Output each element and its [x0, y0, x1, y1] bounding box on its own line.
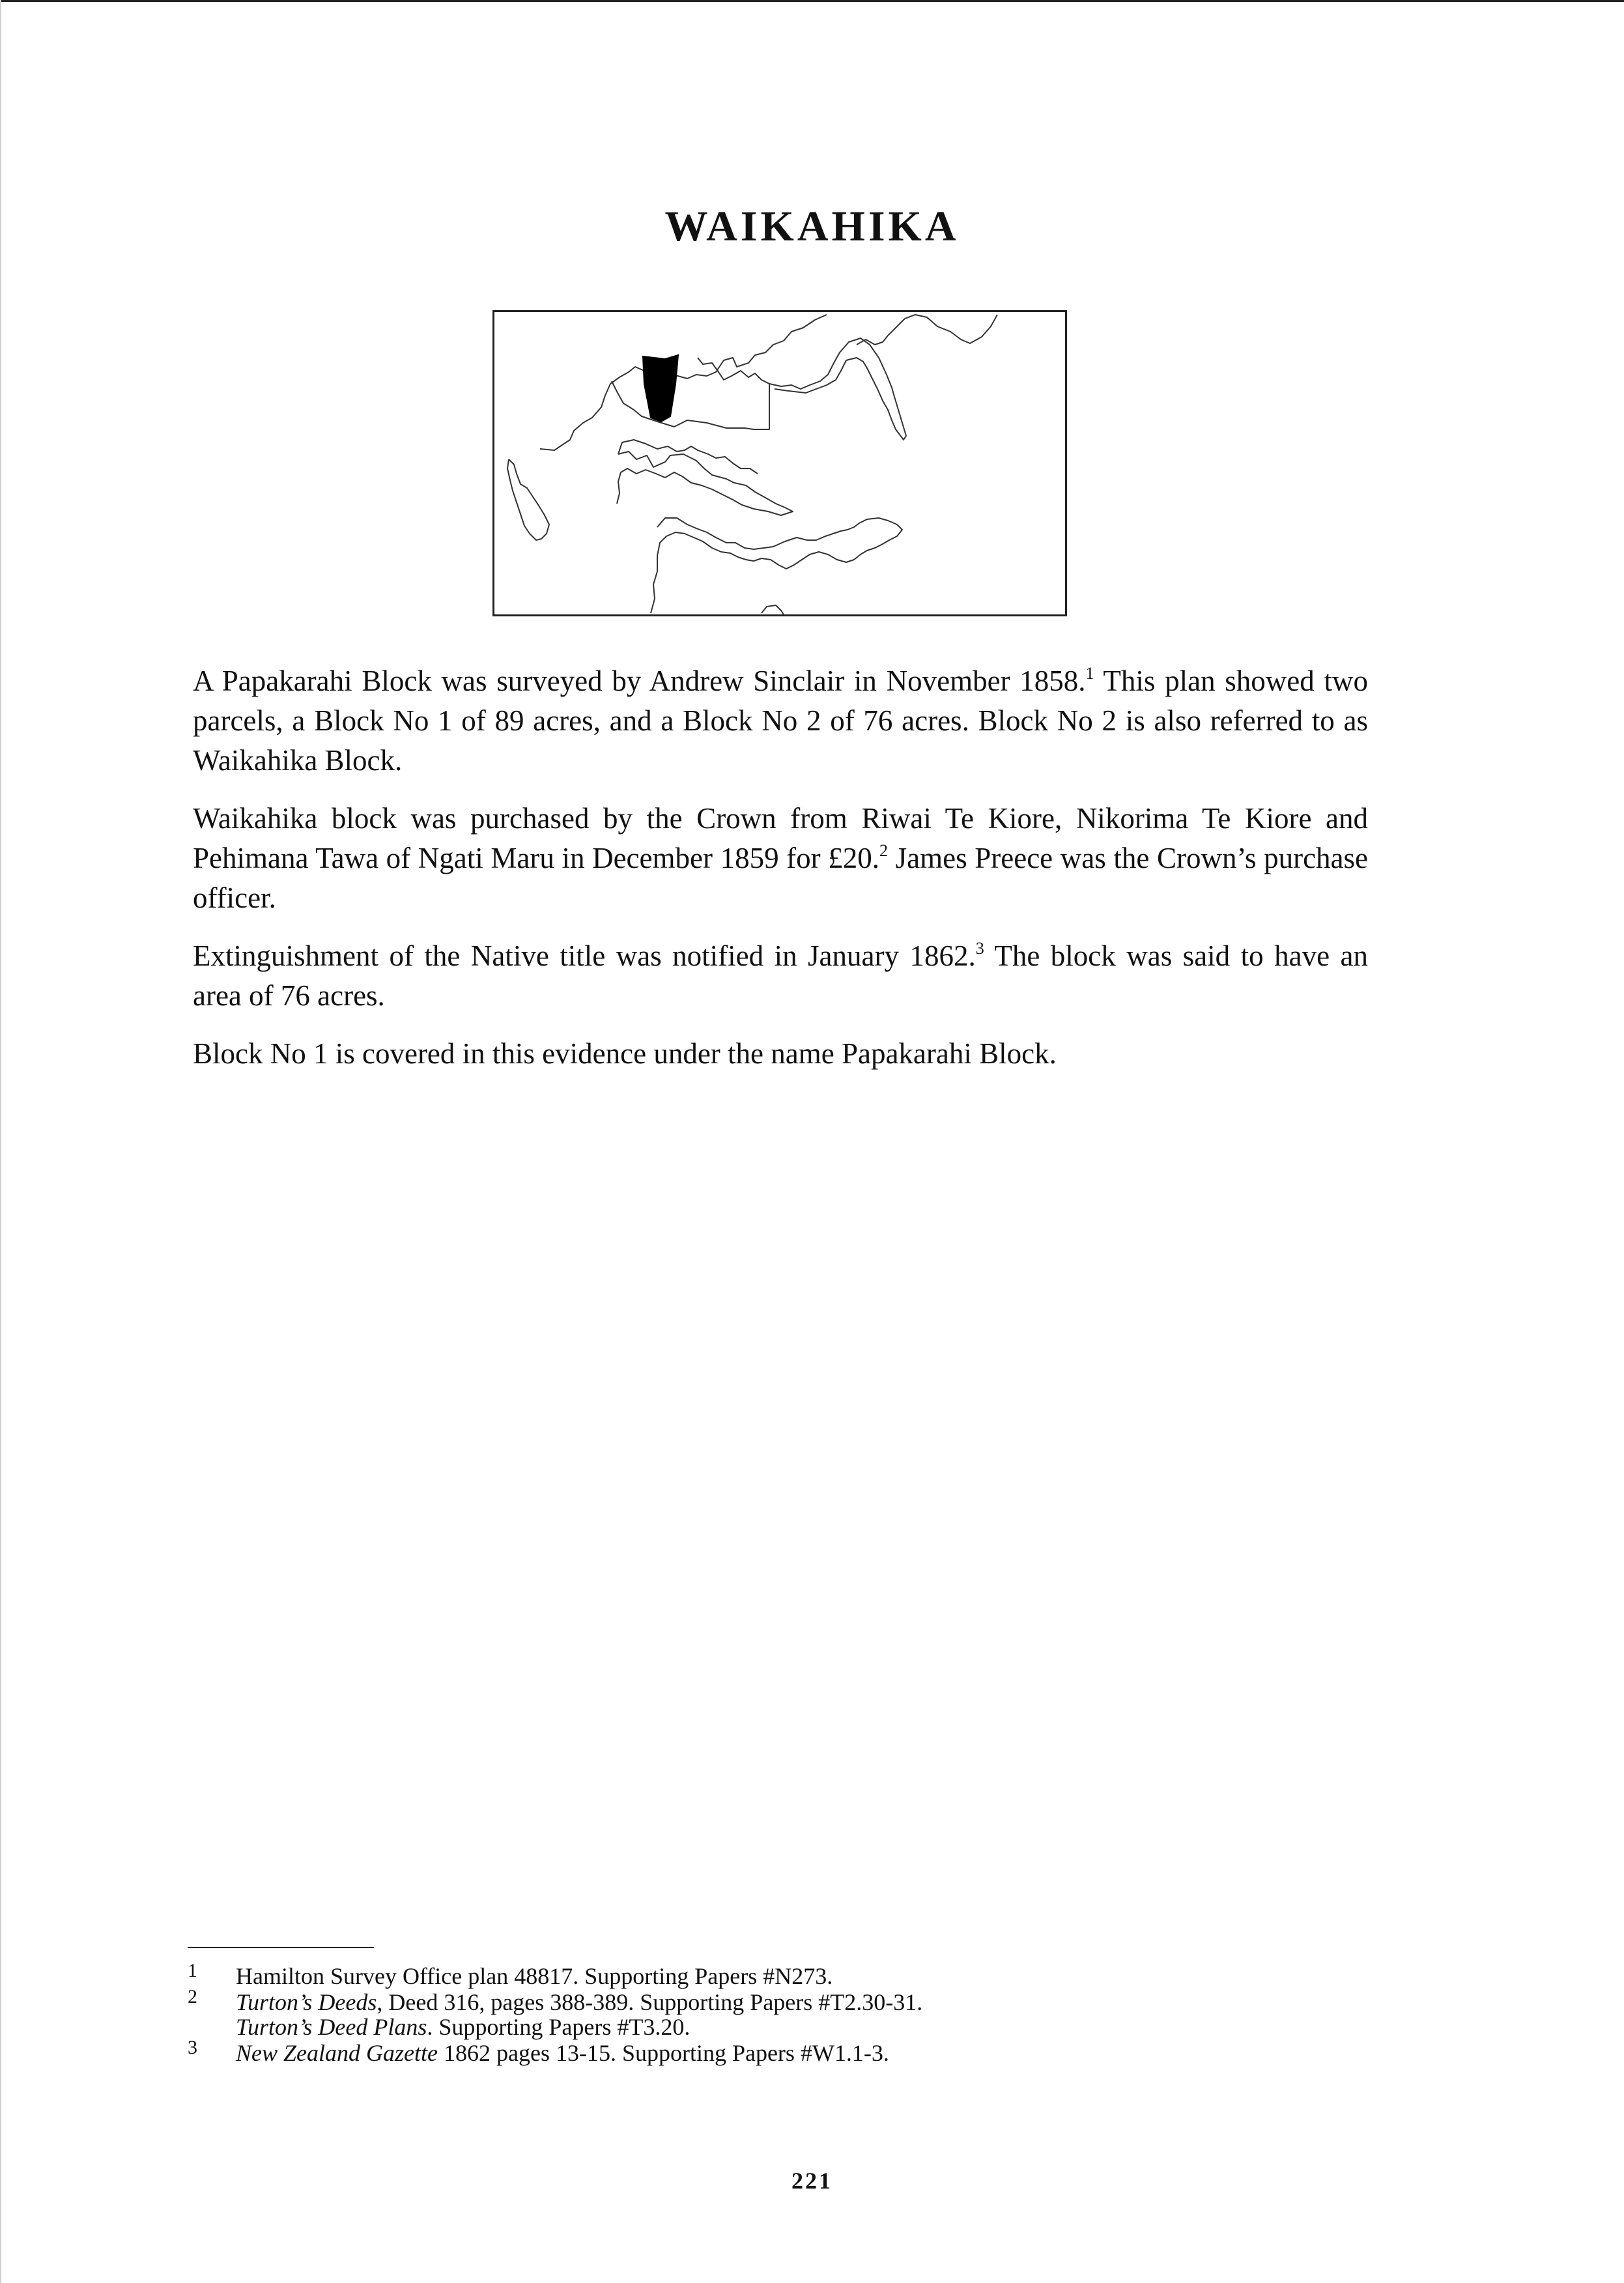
- footnote-source-title: New Zealand Gazette: [236, 2040, 438, 2066]
- footnote-line: [236, 1990, 1367, 2015]
- paragraph: [193, 799, 1368, 918]
- map-coast-south-fragment: [762, 605, 784, 614]
- location-map: [492, 310, 1067, 616]
- map-coastline-north: [540, 315, 827, 450]
- paragraph-text: A Papakarahi Block was surveyed by Andrew Sinclair in November 1858.: [193, 665, 1086, 697]
- map-waikahika-block: [643, 355, 678, 422]
- footnote: [188, 2037, 1367, 2066]
- paragraph-text: Extinguishment of the Native title was notified in January 1862.: [193, 940, 976, 972]
- footnote-number: 3: [188, 2037, 197, 2058]
- body-text: [193, 661, 1368, 1092]
- map-block-boundary: [612, 358, 769, 429]
- paragraph-text: Waikahika block was purchased by the Crown from Riwai Te Kiore, Nikorima Te Kiore and Pehimana Tawa of Ngati Maru in December 1859 for £20.: [193, 802, 1368, 874]
- map-coast-south: [651, 518, 902, 613]
- footnote-number: 2: [188, 1986, 197, 2007]
- footnote-reference: 1: [1085, 664, 1094, 683]
- paragraph: [193, 1034, 1368, 1074]
- footnote-text: , Deed 316, pages 388-389. Supporting Papers #T2.30-31.: [377, 1989, 923, 2015]
- page-title: WAIKAHIKA: [664, 203, 960, 250]
- location-map-drawing: [494, 312, 1065, 614]
- footnotes: [188, 1960, 1367, 2067]
- footnote-text: . Supporting Papers #T3.20.: [427, 2014, 691, 2040]
- paragraph: [193, 661, 1368, 781]
- footnote-line: [236, 2041, 1367, 2065]
- page-left-edge: [0, 0, 1, 2283]
- footnote: [188, 1960, 1367, 1989]
- footnote-reference: 2: [879, 841, 889, 860]
- paragraph-text: The block was said to have an area of 76 acres.: [193, 940, 1368, 1012]
- footnote-source-title: Turton’s Deed Plans: [236, 2014, 427, 2040]
- map-peninsula-east: [769, 338, 906, 440]
- footnote-line: [236, 2015, 1367, 2039]
- footnote-number: 1: [188, 1960, 197, 1981]
- footnote-separator: [188, 1947, 374, 1948]
- footnote-reference: 3: [975, 939, 984, 958]
- page-number: 221: [791, 2168, 833, 2194]
- footnote: [188, 1986, 1367, 2040]
- paragraph-text: James Preece was the Crown’s purchase officer.: [193, 842, 1369, 914]
- map-island-west: [507, 459, 549, 540]
- paragraph-text: Block No 1 is covered in this evidence under the name Papakarahi Block.: [193, 1037, 1057, 1070]
- paragraph-text: This plan showed two parcels, a Block No 1 of 89 acres, and a Block No 2 of 76 acres. Block No 2 is also referred to as Waikahika Block.: [193, 665, 1368, 777]
- footnote-text: 1862 pages 13-15. Supporting Papers #W1.1-3.: [437, 2040, 889, 2066]
- footnote-text: Hamilton Survey Office plan 48817. Supporting Papers #N273.: [236, 1963, 833, 1989]
- page-top-edge: [0, 0, 1624, 2]
- paragraph: [193, 936, 1368, 1016]
- map-coast-middle: [617, 452, 793, 515]
- footnote-line: [236, 1964, 1367, 1989]
- footnote-source-title: Turton’s Deeds: [236, 1989, 377, 2015]
- map-coast-northeast: [857, 315, 997, 345]
